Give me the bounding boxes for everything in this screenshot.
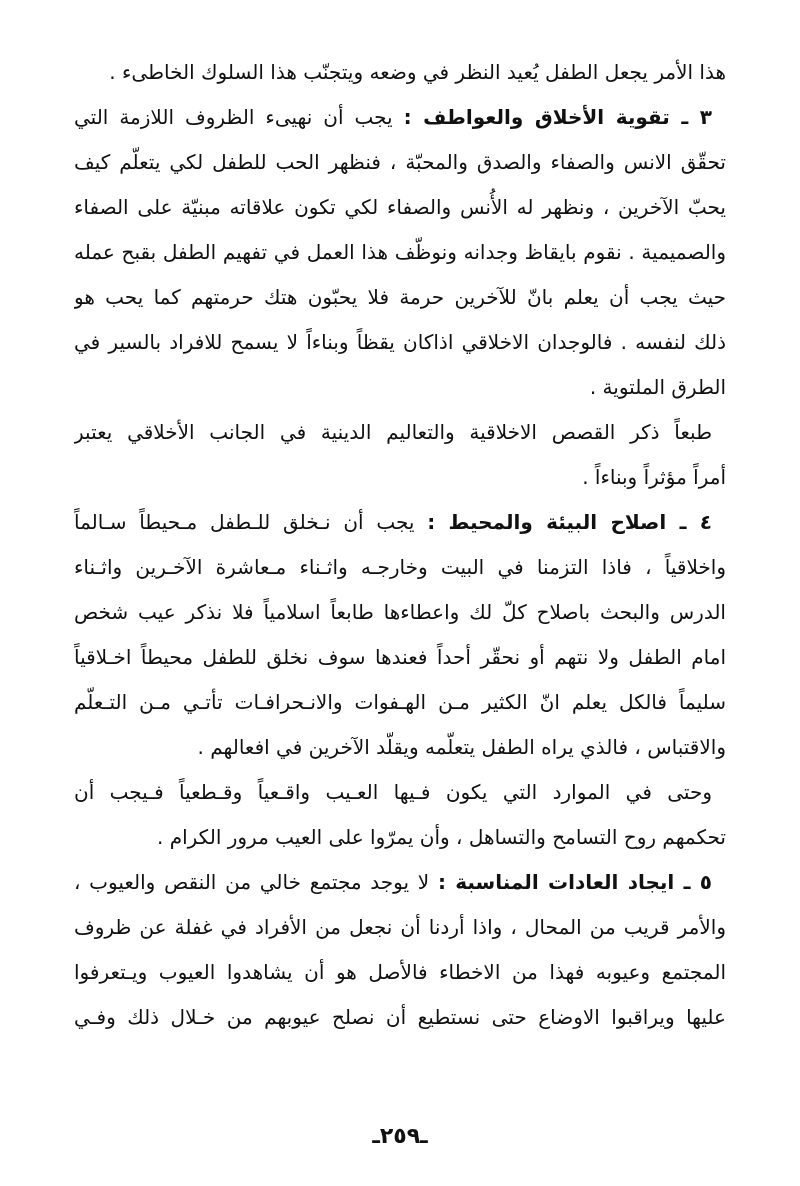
text-line: والصميمية . نقوم بايقاظ وجدانه ونوظّف هذا العمل في تفهيم الطفل بقبح عمله bbox=[74, 240, 726, 264]
text-line: يحبّ الآخرين ، ونظهر له الأُنس والصفاء لكي تكون علاقاته مبنيّة على الصفاء bbox=[74, 195, 726, 219]
text-line bbox=[74, 500, 726, 545]
text-line: تحقّق الانس والصفاء والصدق والمحبّة ، فنظهر الحب للطفل لكي يتعلّم كيف bbox=[74, 150, 726, 174]
page-body bbox=[74, 50, 726, 1040]
section-heading-4: ٤ ـ اصلاح البيئة والمحيط : bbox=[427, 510, 712, 534]
text-span: يجب أن نـخلق للـطفل مـحيطاً سـالماً bbox=[74, 510, 415, 534]
text-line: طبعاً ذكر القصص الاخلاقية والتعاليم الدينية في الجانب الأخلاقي يعتبر bbox=[74, 420, 712, 444]
text-line: الدرس والبحث باصلاح كلّ لك واعطاءها طابعاً اسلامياً فلا نذكر عيب شخص bbox=[74, 600, 726, 624]
text-line bbox=[74, 95, 726, 140]
text-line: والاقتباس ، فالذي يراه الطفل يتعلّمه ويقلّد الآخرين في افعالهم . bbox=[197, 735, 726, 759]
text-line: امام الطفل ولا نتهم أو نحقّر أحداً فعندها سوف نخلق للطفل محيطاً اخـلاقياً bbox=[74, 645, 726, 669]
section-heading-3: ٣ ـ تقوية الأخلاق والعواطف : bbox=[403, 105, 712, 129]
text-line: ذلك لنفسه . فالوجدان الاخلاقي اذاكان يقظاً وبناءاً لا يسمح للافراد بالسير في bbox=[74, 330, 726, 354]
section-heading-5: ٥ ـ ايجاد العادات المناسبة : bbox=[437, 870, 712, 894]
text-line: وحتى في الموارد التي يكون فـيها العـيب واقـعياً وقـطعياً فـيجب أن bbox=[74, 780, 712, 804]
text-line: تحكمهم روح التسامح والتساهل ، وأن يمرّوا على العيب مرور الكرام . bbox=[156, 825, 726, 849]
text-line bbox=[74, 860, 726, 905]
text-line: أمراً مؤثراً وبناءاً . bbox=[582, 465, 726, 489]
text-line: واخلاقياً ، فاذا التزمنا في البيت وخارجـه واثـناء مـعاشرة الآخـرين واثـناء bbox=[74, 555, 726, 579]
text-line: والأمر قريب من المحال ، واذا أردنا أن نجعل من الأفراد في غفلة عن ظروف bbox=[74, 915, 726, 939]
text-span: لا يوجد مجتمع خالي من النقص والعيوب ، bbox=[74, 870, 430, 894]
text-line: سليماً فالكل يعلم انّ الكثير مـن الهـفوات والانـحرافـات تأتـي مـن التـعلّم bbox=[74, 690, 726, 714]
text-span: يجب أن نهيىء الظروف اللازمة التي bbox=[74, 105, 393, 129]
text-line: الطرق الملتوية . bbox=[589, 375, 726, 399]
text-line: عليها ويراقبوا الاوضاع حتى نستطيع أن نصلح عيوبهم من خـلال ذلك وفـي bbox=[74, 1005, 726, 1029]
page-number: ـ٢٥٩ـ bbox=[372, 1124, 428, 1149]
text-line: المجتمع وعيوبه فهذا من الاخطاء فالأصل هو أن يشاهدوا العيوب ويـتعرفوا bbox=[74, 960, 726, 984]
text-line: هذا الأمر يجعل الطفل يُعيد النظر في وضعه ويتجنّب هذا السلوك الخاطىء . bbox=[109, 60, 726, 84]
text-line: حيث يجب أن يعلم بانّ للآخرين حرمة فلا يحبّون هتك حرمتهم كما يحب هو bbox=[74, 285, 726, 309]
